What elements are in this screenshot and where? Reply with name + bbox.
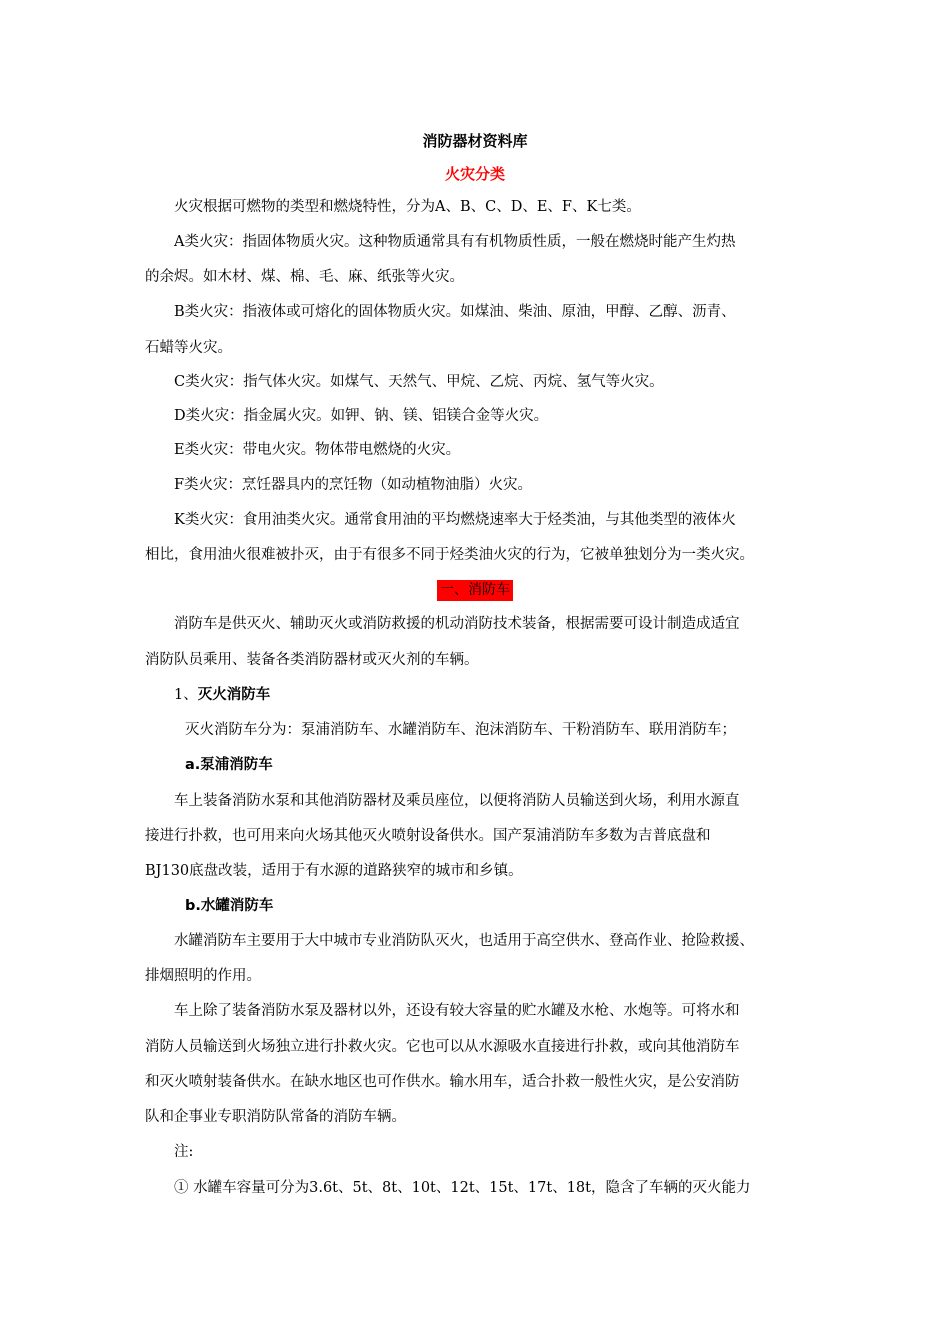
subsection-1-desc: 灭火消防车分为：泵浦消防车、水罐消防车、泡沫消防车、干粉消防车、联用消防车； bbox=[185, 722, 736, 738]
class-d-line: D类火灾：指金属火灾。如钾、钠、镁、铝镁合金等火灾。 bbox=[174, 408, 549, 424]
subsection-1-number: 1、 bbox=[174, 687, 198, 703]
class-k-line-1: K类火灾：食用油类火灾。通常食用油的平均燃烧速率大于烃类油，与其他类型的液体火 bbox=[174, 512, 736, 528]
b-line-4: 消防人员输送到火场独立进行扑救火灾。它也可以从水源吸水直接进行扑救，或向其他消防车 bbox=[145, 1039, 740, 1055]
subsection-a-heading: a.泵浦消防车 bbox=[185, 757, 273, 773]
class-b-line-1: B类火灾：指液体或可熔化的固体物质火灾。如煤油、柴油、原油，甲醇、乙醇、沥青、 bbox=[174, 304, 736, 320]
note-label: 注: bbox=[174, 1144, 194, 1160]
class-b-line-2: 石蜡等火灾。 bbox=[145, 340, 232, 356]
section-fire-truck-label: 一、消防车 bbox=[437, 580, 513, 601]
class-a-line-1: A类火灾：指固体物质火灾。这种物质通常具有有机物质性质，一般在燃烧时能产生灼热 bbox=[174, 234, 736, 250]
section-fire-truck bbox=[0, 579, 950, 601]
class-f-line: F类火灾：烹饪器具内的烹饪物（如动植物油脂）火灾。 bbox=[174, 477, 533, 493]
truck-line-2: 消防队员乘用、装备各类消防器材或灭火剂的车辆。 bbox=[145, 652, 479, 668]
truck-line-1: 消防车是供灭火、辅助灭火或消防救援的机动消防技术装备，根据需要可设计制造成适宜 bbox=[174, 616, 740, 632]
intro-paragraph: 火灾根据可燃物的类型和燃烧特性，分为A、B、C、D、E、F、K七类。 bbox=[174, 199, 641, 215]
class-e-line: E类火灾：带电火灾。物体带电燃烧的火灾。 bbox=[174, 442, 461, 458]
b-line-6: 队和企事业专职消防队常备的消防车辆。 bbox=[145, 1109, 406, 1125]
a-line-2: 接进行扑救，也可用来向火场其他灭火喷射设备供水。国产泵浦消防车多数为吉普底盘和 bbox=[145, 828, 711, 844]
class-c-line: C类火灾：指气体火灾。如煤气、天然气、甲烷、乙烷、丙烷、氢气等火灾。 bbox=[174, 374, 664, 390]
b-line-2: 排烟照明的作用。 bbox=[145, 968, 261, 984]
class-k-line-2: 相比，食用油火很难被扑灭，由于有很多不同于烃类油火灾的行为，它被单独划分为一类火灾。 bbox=[145, 547, 754, 563]
a-line-3: BJ130底盘改装，适用于有水源的道路狭窄的城市和乡镇。 bbox=[145, 863, 523, 879]
section-fire-classification-label: 火灾分类 bbox=[444, 165, 505, 183]
b-line-5: 和灭火喷射装备供水。在缺水地区也可作供水。输水用车，适合扑救一般性火灾，是公安消防 bbox=[145, 1074, 740, 1090]
section-fire-classification bbox=[0, 163, 950, 184]
subsection-1-heading bbox=[174, 685, 270, 705]
a-line-1: 车上装备消防水泵和其他消防器材及乘员座位，以便将消防人员输送到火场，利用水源直 bbox=[174, 793, 740, 809]
note-line-1: ① 水罐车容量可分为3.6t、5t、8t、10t、12t、15t、17t、18t，隐含了车辆的灭火能力 bbox=[174, 1180, 751, 1196]
class-a-line-2: 的余烬。如木材、煤、棉、毛、麻、纸张等火灾。 bbox=[145, 269, 464, 285]
subsection-1-title: 灭火消防车 bbox=[197, 687, 271, 703]
b-line-3: 车上除了装备消防水泵及器材以外，还设有较大容量的贮水罐及水枪、水炮等。可将水和 bbox=[174, 1003, 740, 1019]
b-line-1: 水罐消防车主要用于大中城市专业消防队灭火，也适用于高空供水、登高作业、抢险救援、 bbox=[174, 933, 754, 949]
subsection-b-heading: b.水罐消防车 bbox=[185, 898, 274, 914]
document-title: 消防器材资料库 bbox=[422, 132, 528, 150]
